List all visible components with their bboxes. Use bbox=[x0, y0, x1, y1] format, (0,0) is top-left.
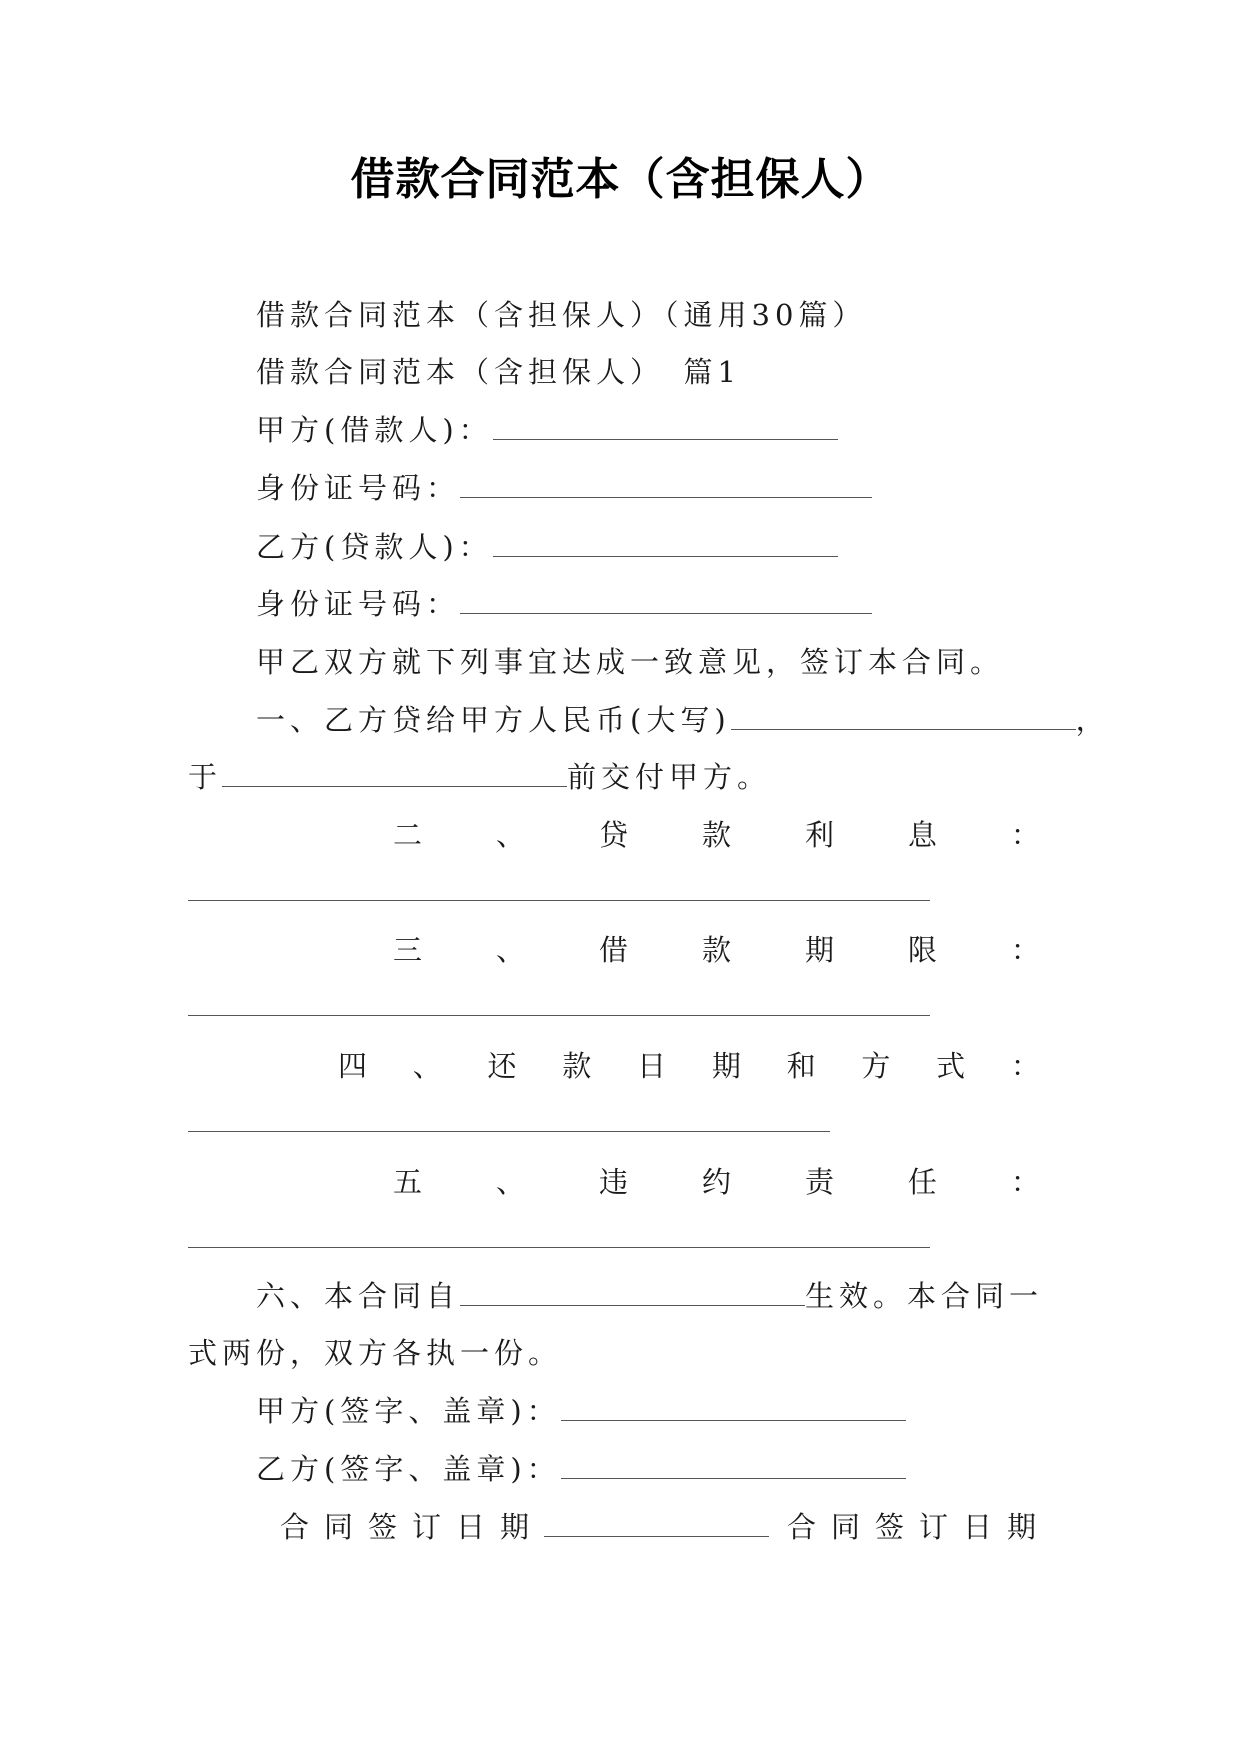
clause-2-char: 款 bbox=[701, 818, 731, 852]
clause-3-blank[interactable] bbox=[188, 1015, 930, 1016]
sign-date-label-2: 合同签订日期 bbox=[787, 1510, 1052, 1544]
party-b-label: 乙方(贷款人)： bbox=[256, 530, 493, 564]
clause-2-char: ： bbox=[1010, 818, 1040, 852]
clause-1-text: 一、乙方贷给甲方人民币(大写) bbox=[256, 703, 731, 737]
clause-3-char: 款 bbox=[701, 933, 731, 967]
sign-date-blank[interactable] bbox=[544, 1508, 769, 1537]
clause-4-char: ： bbox=[1010, 1049, 1040, 1083]
clause-4-heading bbox=[188, 1046, 1040, 1086]
clause-5-char: 五 bbox=[393, 1165, 423, 1199]
party-a-sign-blank[interactable] bbox=[561, 1392, 906, 1421]
party-a-line bbox=[256, 410, 838, 450]
clause-5-heading bbox=[188, 1162, 1040, 1202]
party-b-id-line bbox=[256, 584, 872, 624]
clause-5-char: 责 bbox=[804, 1165, 834, 1199]
clause-4-char: 式 bbox=[936, 1049, 966, 1083]
party-a-sign-label: 甲方(签字、盖章)： bbox=[256, 1394, 561, 1428]
clause-3-char: 、 bbox=[495, 933, 525, 967]
agreement-intro: 甲乙双方就下列事宜达成一致意见，签订本合同。 bbox=[256, 645, 1005, 679]
clause-3-char: ： bbox=[1010, 933, 1040, 967]
clause-1-line-b bbox=[188, 757, 771, 797]
clause-1-line-a bbox=[256, 700, 1110, 740]
clause-6-date-blank[interactable] bbox=[460, 1277, 805, 1306]
clause-1-date-blank[interactable] bbox=[222, 758, 567, 787]
clause-4-char: 日 bbox=[637, 1049, 667, 1083]
party-b-blank[interactable] bbox=[493, 528, 838, 557]
clause-1-comma: ， bbox=[1075, 703, 1110, 737]
clause-4-char: 和 bbox=[786, 1049, 816, 1083]
clause-2-char: 息 bbox=[907, 818, 937, 852]
clause-1-suffix: 前交付甲方。 bbox=[567, 760, 772, 794]
clause-2-char: 贷 bbox=[598, 818, 628, 852]
party-b-line bbox=[256, 527, 838, 567]
clause-3-char: 借 bbox=[598, 933, 628, 967]
sign-date-line bbox=[280, 1507, 1051, 1547]
clause-5-char: 任 bbox=[907, 1165, 937, 1199]
clause-2-char: 二 bbox=[393, 818, 423, 852]
party-b-sign-line bbox=[256, 1449, 906, 1489]
party-a-blank[interactable] bbox=[493, 411, 838, 440]
clause-4-char: 还 bbox=[487, 1049, 517, 1083]
clause-4-char: 四 bbox=[338, 1049, 368, 1083]
clause-3-heading bbox=[188, 930, 1040, 970]
clause-4-char: 、 bbox=[412, 1049, 442, 1083]
party-a-label: 甲方(借款人)： bbox=[256, 413, 493, 447]
clause-2-heading bbox=[188, 815, 1040, 855]
sign-date-label: 合同签订日期 bbox=[280, 1510, 545, 1544]
subtitle: 借款合同范本（含担保人）（通用30篇） bbox=[256, 298, 867, 332]
clause-2-char: 、 bbox=[495, 818, 525, 852]
party-a-id-blank[interactable] bbox=[460, 469, 872, 498]
party-b-id-label: 身份证号码： bbox=[256, 587, 461, 621]
clause-6-prefix: 六、本合同自 bbox=[256, 1279, 461, 1313]
clause-5-char: ： bbox=[1010, 1165, 1040, 1199]
clause-5-blank[interactable] bbox=[188, 1247, 930, 1248]
clause-3-char: 期 bbox=[804, 933, 834, 967]
clause-4-char: 款 bbox=[562, 1049, 592, 1083]
clause-1-amount-blank[interactable] bbox=[731, 701, 1076, 730]
clause-3-char: 三 bbox=[393, 933, 423, 967]
party-a-id-line bbox=[256, 468, 872, 508]
party-b-id-blank[interactable] bbox=[460, 585, 872, 614]
clause-2-blank[interactable] bbox=[188, 900, 930, 901]
clause-6-line-b: 式两份，双方各执一份。 bbox=[188, 1336, 563, 1370]
clause-6-line-a bbox=[256, 1276, 1043, 1316]
clause-2-char: 利 bbox=[804, 818, 834, 852]
clause-5-char: 、 bbox=[495, 1165, 525, 1199]
document-title: 借款合同范本（含担保人） bbox=[350, 154, 891, 205]
party-b-sign-blank[interactable] bbox=[561, 1450, 906, 1479]
clause-4-blank[interactable] bbox=[188, 1131, 830, 1132]
clause-4-char: 方 bbox=[861, 1049, 891, 1083]
clause-6-suffix: 生效。本合同一 bbox=[805, 1279, 1044, 1313]
section-heading: 借款合同范本（含担保人） 篇1 bbox=[256, 355, 741, 389]
party-b-sign-label: 乙方(签字、盖章)： bbox=[256, 1452, 561, 1486]
clause-4-char: 期 bbox=[711, 1049, 741, 1083]
clause-5-char: 约 bbox=[701, 1165, 731, 1199]
clause-3-char: 限 bbox=[907, 933, 937, 967]
party-a-id-label: 身份证号码： bbox=[256, 471, 461, 505]
clause-5-char: 违 bbox=[598, 1165, 628, 1199]
clause-1-prefix: 于 bbox=[188, 760, 223, 794]
party-a-sign-line bbox=[256, 1391, 906, 1431]
